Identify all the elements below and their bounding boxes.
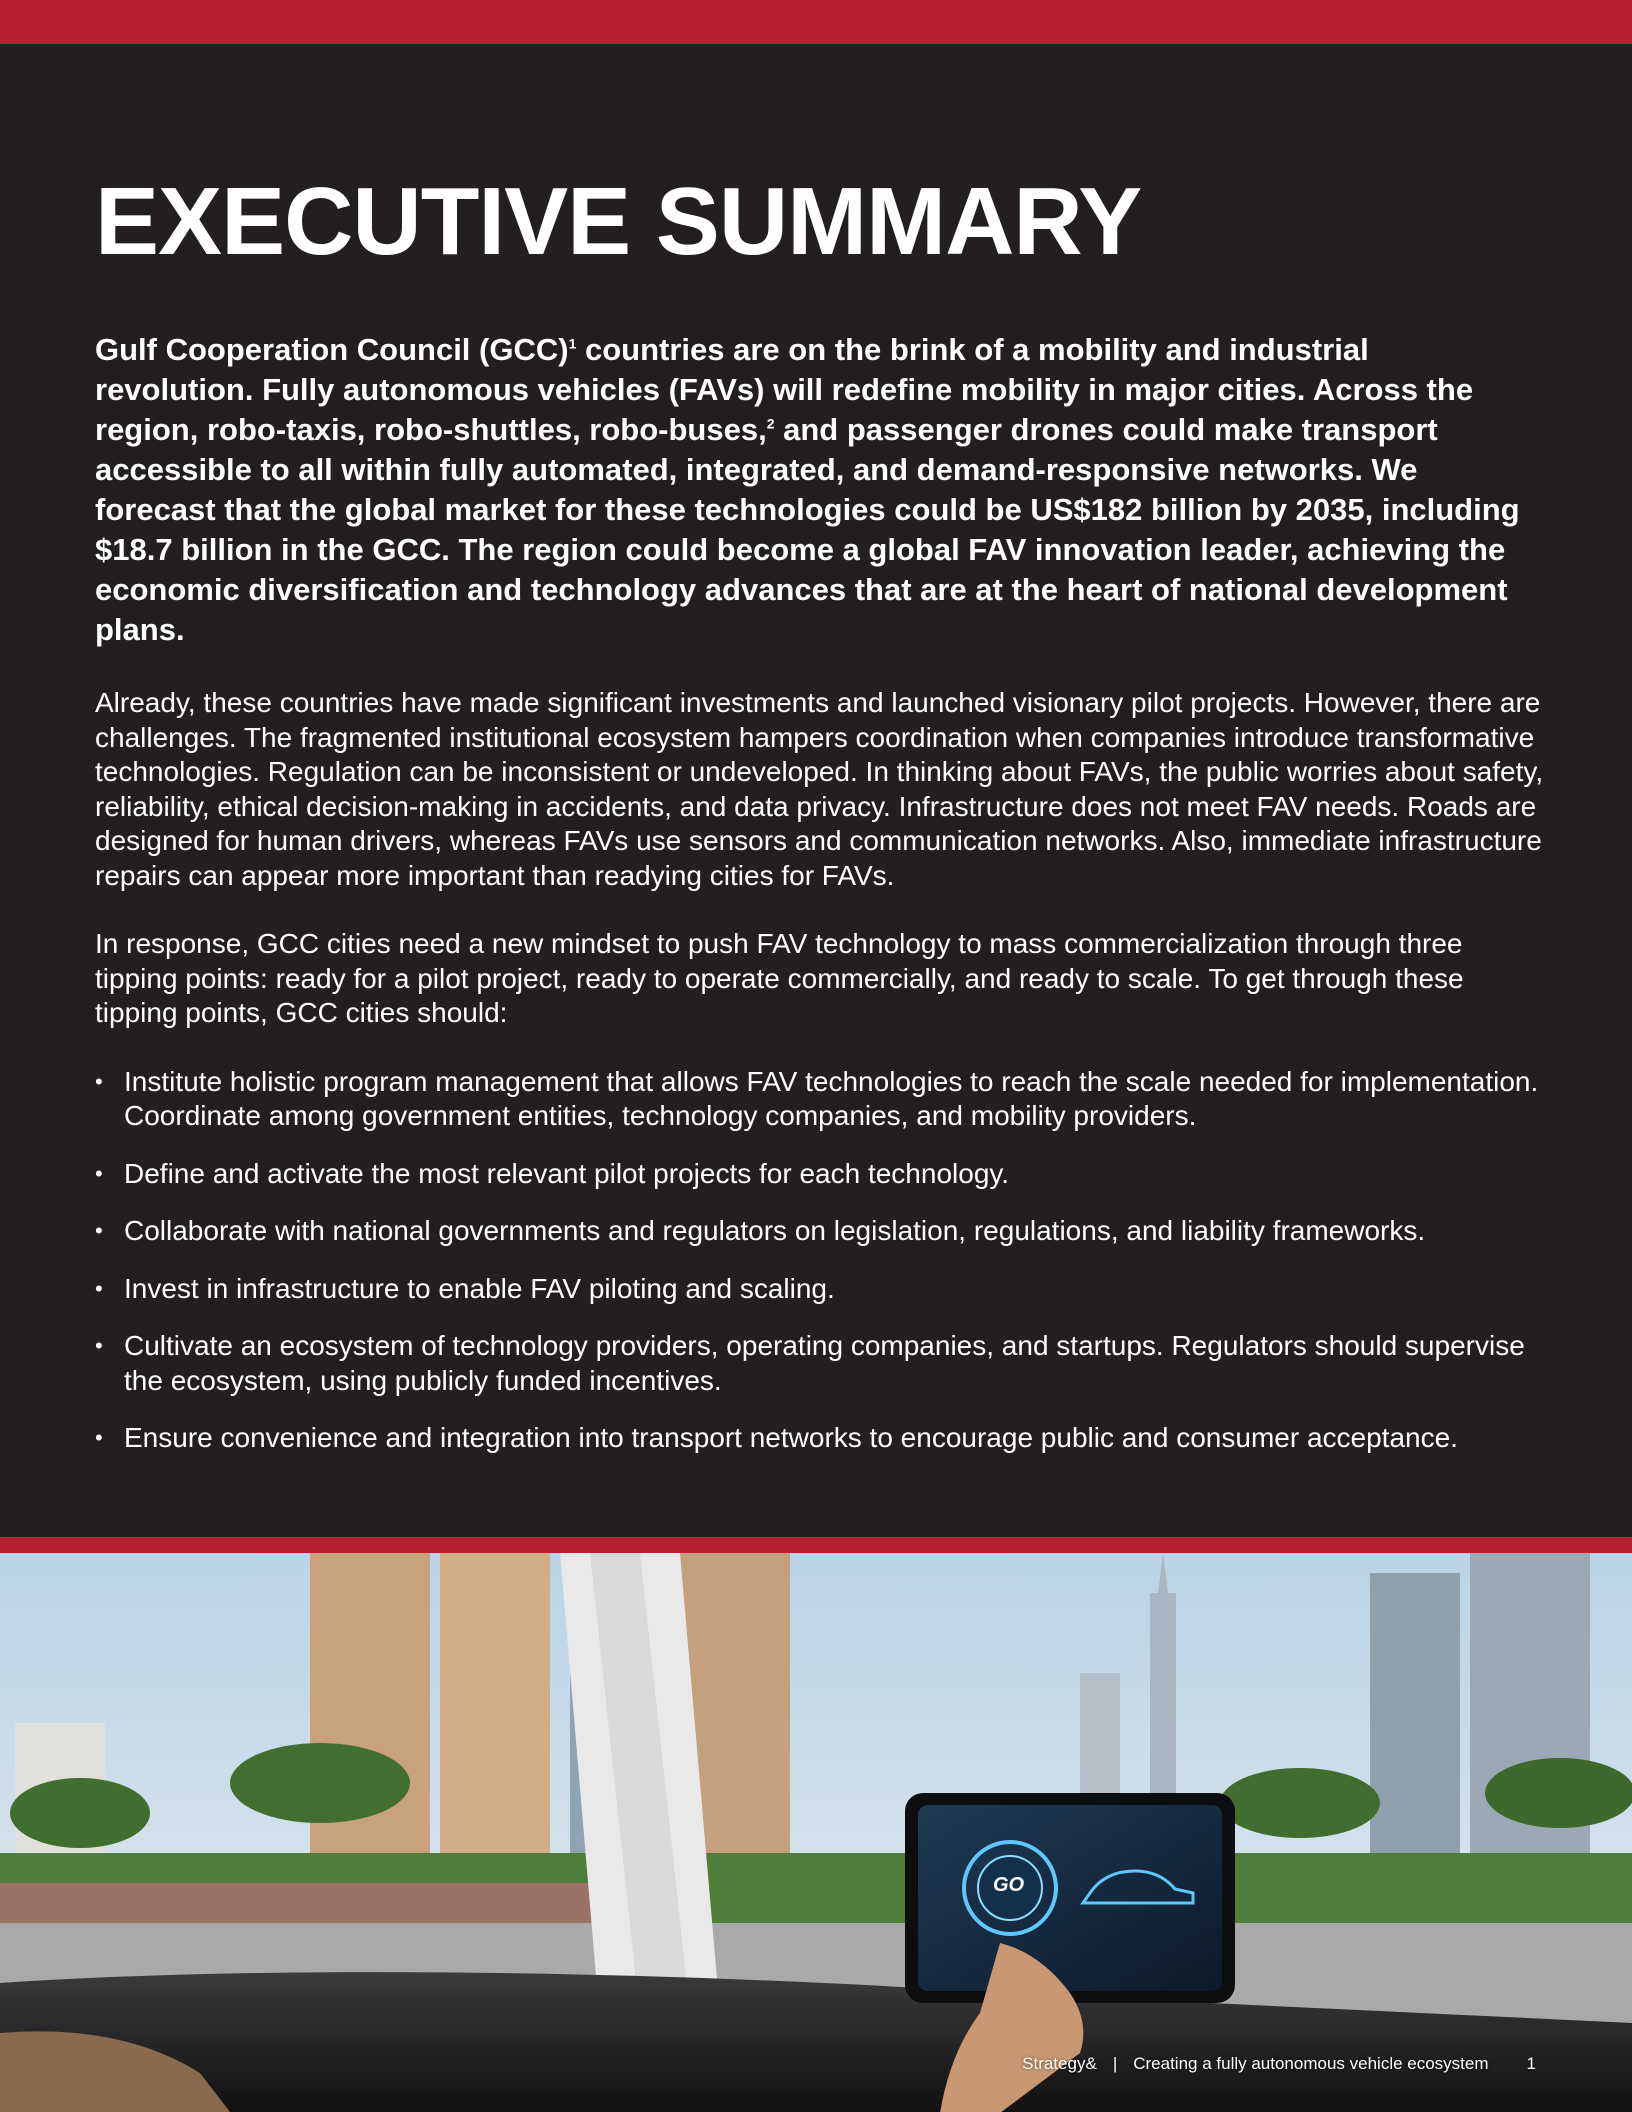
page-footer [1022, 2054, 1536, 2074]
bullet-icon: • [95, 1333, 103, 1358]
go-button-label: GO [993, 1874, 1025, 1896]
list-item: • Collaborate with national governments and regulators on legislation, regulations, and liability frameworks. [95, 1214, 1545, 1249]
list-item: • Cultivate an ecosystem of technology providers, operating companies, and startups. Regulators should supervise the ecosystem, using publicly funded incentives. [95, 1330, 1525, 1396]
lead-paragraph [95, 330, 1535, 650]
list-item: • Ensure convenience and integration into transport networks to encourage public and consumer acceptance. [95, 1421, 1545, 1456]
footnote-ref-2: 2 [766, 415, 775, 432]
body-paragraph-2: In response, GCC cities need a new mindset to push FAV technology to mass commercialization through three tipping points: ready for a pilot project, ready to operate commercially, and ready to scale. To get through these tipping points, GCC cities should: [95, 928, 1464, 1028]
lead-text-3: and passenger drones could make transport accessible to all within fully automated, integrated, and demand-responsive networks. We forecast that the global market for these technologies could be US$182 billion by 2035, including $18.7 billion in the GCC. The region could become a global FAV innovation leader, achieving the economic diversification and technology advances that are at the heart of national development plans. [95, 412, 1520, 647]
car-interior-photo [0, 1553, 1632, 2112]
bullet-icon: • [95, 1425, 103, 1450]
lead-text-1: Gulf Cooperation Council (GCC) [95, 332, 569, 367]
lead-text-2: countries are on the brink of a mobility and industrial revolution. Fully autonomous vehicles (FAVs) will redefine mobility in major cities. Across the region, robo-taxis, robo-shuttles, robo-buses, [95, 332, 1474, 447]
bullet-icon: • [95, 1160, 103, 1186]
top-accent-bar [0, 0, 1632, 44]
page-number: 1 [1526, 2054, 1536, 2073]
footer-report-title: Creating a fully autonomous vehicle ecosystem [1133, 2054, 1489, 2073]
bottom-accent-bar [0, 1537, 1632, 1553]
footer-separator: | [1112, 2054, 1118, 2073]
bullet-icon: • [95, 1068, 103, 1094]
footer-brand: Strategy& [1022, 2054, 1097, 2073]
page-title: EXECUTIVE SUMMARY [95, 168, 1142, 275]
bullet-icon: • [95, 1275, 103, 1301]
footnote-ref-1: 1 [568, 335, 577, 352]
list-item: • Invest in infrastructure to enable FAV piloting and scaling. [95, 1272, 1545, 1307]
recommendation-list [95, 1065, 1545, 1456]
main-content [95, 44, 1545, 1479]
body-paragraph-1: Already, these countries have made significant investments and launched visionary pilot projects. However, there are challenges. The fragmented institutional ecosystem hampers coordination when companies introduce transformative technologies. Regulation can be inconsistent or undeveloped. In thinking about FAVs, the public worries about safety, reliability, ethical decision-making in accidents, and data privacy. Infrastructure does not meet FAV needs. Roads are designed for human drivers, whereas FAVs use sensors and communication networks. Also, immediate infrastructure repairs can appear more important than readying cities for FAVs. [95, 687, 1544, 891]
list-item: • Define and activate the most relevant pilot projects for each technology. [95, 1157, 1545, 1192]
list-item: • Institute holistic program management that allows FAV technologies to reach the scale needed for implementation. Coordinate among government entities, technology companies, and mobility providers. [95, 1065, 1539, 1131]
bullet-icon: • [95, 1218, 103, 1243]
